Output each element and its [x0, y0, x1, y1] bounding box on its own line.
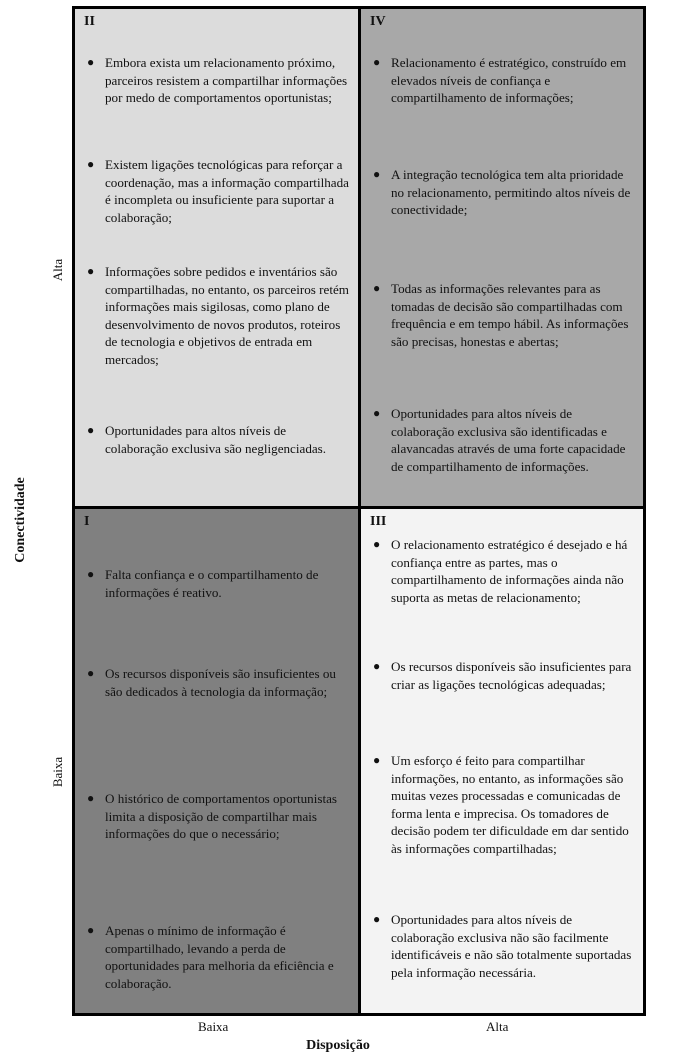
bullet-icon: ● — [373, 55, 381, 69]
quadrant-i — [75, 509, 361, 1013]
bullet-icon: ● — [87, 55, 95, 69]
bullet-icon: ● — [87, 157, 95, 171]
bullet-icon: ● — [373, 659, 381, 673]
list-item: ● Apenas o mínimo de informação é compartilhado, levando a perda de oportunidades para melhoria da eficiência e colaboração. — [87, 923, 334, 991]
list-item: ● Os recursos disponíveis são insuficientes ou são dedicados à tecnologia da informação; — [87, 666, 336, 699]
bullet-icon: ● — [373, 912, 381, 926]
list-item: ● Oportunidades para altos níveis de colaboração exclusiva não são facilmente identificáveis e não são totalmente suportadas pela informação necessária. — [373, 912, 632, 980]
quadrant-label: II — [84, 14, 95, 29]
quadrant-label: IV — [370, 14, 386, 29]
quadrant-ii — [75, 9, 361, 509]
list-item: ● O relacionamento estratégico é desejado e há confiança entre as partes, mas o compartilhamento de informações ainda não suporta as metas de relacionamento; — [373, 537, 628, 605]
bullet-icon: ● — [87, 567, 95, 581]
list-item: ● Falta confiança e o compartilhamento de informações é reativo. — [87, 567, 319, 600]
list-item: ● O histórico de comportamentos oportunistas limita a disposição de compartilhar mais informações do que o necessário; — [87, 791, 338, 842]
bullet-icon: ● — [87, 666, 95, 680]
quadrant-label: I — [84, 514, 90, 529]
bullet-icon: ● — [87, 423, 95, 437]
list-item: ● Os recursos disponíveis são insuficientes para criar as ligações tecnológicas adequadas; — [373, 659, 632, 692]
bullet-icon: ● — [87, 791, 95, 805]
list-item: ● Informações sobre pedidos e inventários são compartilhadas, no entanto, os parceiros retém informações mais sigilosas, como plano de desenvolvimento de novos produtos, roteiros de tecnologia e objetivos de entrada em mercados; — [87, 264, 349, 367]
list-item: ● Relacionamento é estratégico, construído em elevados níveis de confiança e compartilhamento de informações; — [373, 55, 627, 106]
bullet-icon: ● — [373, 281, 381, 295]
bullet-icon: ● — [373, 537, 381, 551]
x-axis-title: Disposição — [306, 1038, 370, 1053]
list-item: ● Embora exista um relacionamento próximo, parceiros resistem a compartilhar informações por medo de comportamentos oportunistas; — [87, 55, 348, 106]
bullet-icon: ● — [373, 406, 381, 420]
y-high-label: Alta — [50, 258, 65, 282]
bullet-icon: ● — [373, 167, 381, 181]
y-low-label: Baixa — [50, 756, 65, 788]
list-item: ● Todas as informações relevantes para as tomadas de decisão são compartilhadas com frequência e em tempo hábil. As informações são precisas, honestas e abertas; — [373, 281, 629, 349]
list-item: ● Existem ligações tecnológicas para reforçar a coordenação, mas a informação compartilhada é incompleta ou insuficiente para suportar a colaboração; — [87, 157, 349, 225]
list-item: ● Oportunidades para altos níveis de colaboração exclusiva são identificadas e alavancadas através de uma forte capacidade de compartilhamento de informações. — [373, 406, 626, 474]
quadrant-iv — [361, 9, 643, 509]
bullet-icon: ● — [87, 923, 95, 937]
matrix-grid — [72, 6, 646, 1016]
bullet-icon: ● — [87, 264, 95, 278]
y-axis-title: Conectividade — [13, 477, 28, 563]
list-item: ● Oportunidades para altos níveis de colaboração exclusiva são negligenciadas. — [87, 423, 327, 456]
quadrant-iii — [361, 509, 643, 1013]
x-low-label: Baixa — [198, 1019, 229, 1034]
list-item: ● A integração tecnológica tem alta prioridade no relacionamento, permitindo altos níveis de conectividade; — [373, 167, 631, 218]
quadrant-label: III — [370, 514, 387, 529]
list-item: ● Um esforço é feito para compartilhar informações, no entanto, as informações são muitas vezes processadas e comunicadas de forma lenta e imprecisa. Os tomadores de decisão podem ter dificuldade em dar sentido às informações compartilhadas; — [373, 753, 629, 856]
bullet-icon: ● — [373, 753, 381, 767]
x-high-label: Alta — [486, 1019, 509, 1034]
